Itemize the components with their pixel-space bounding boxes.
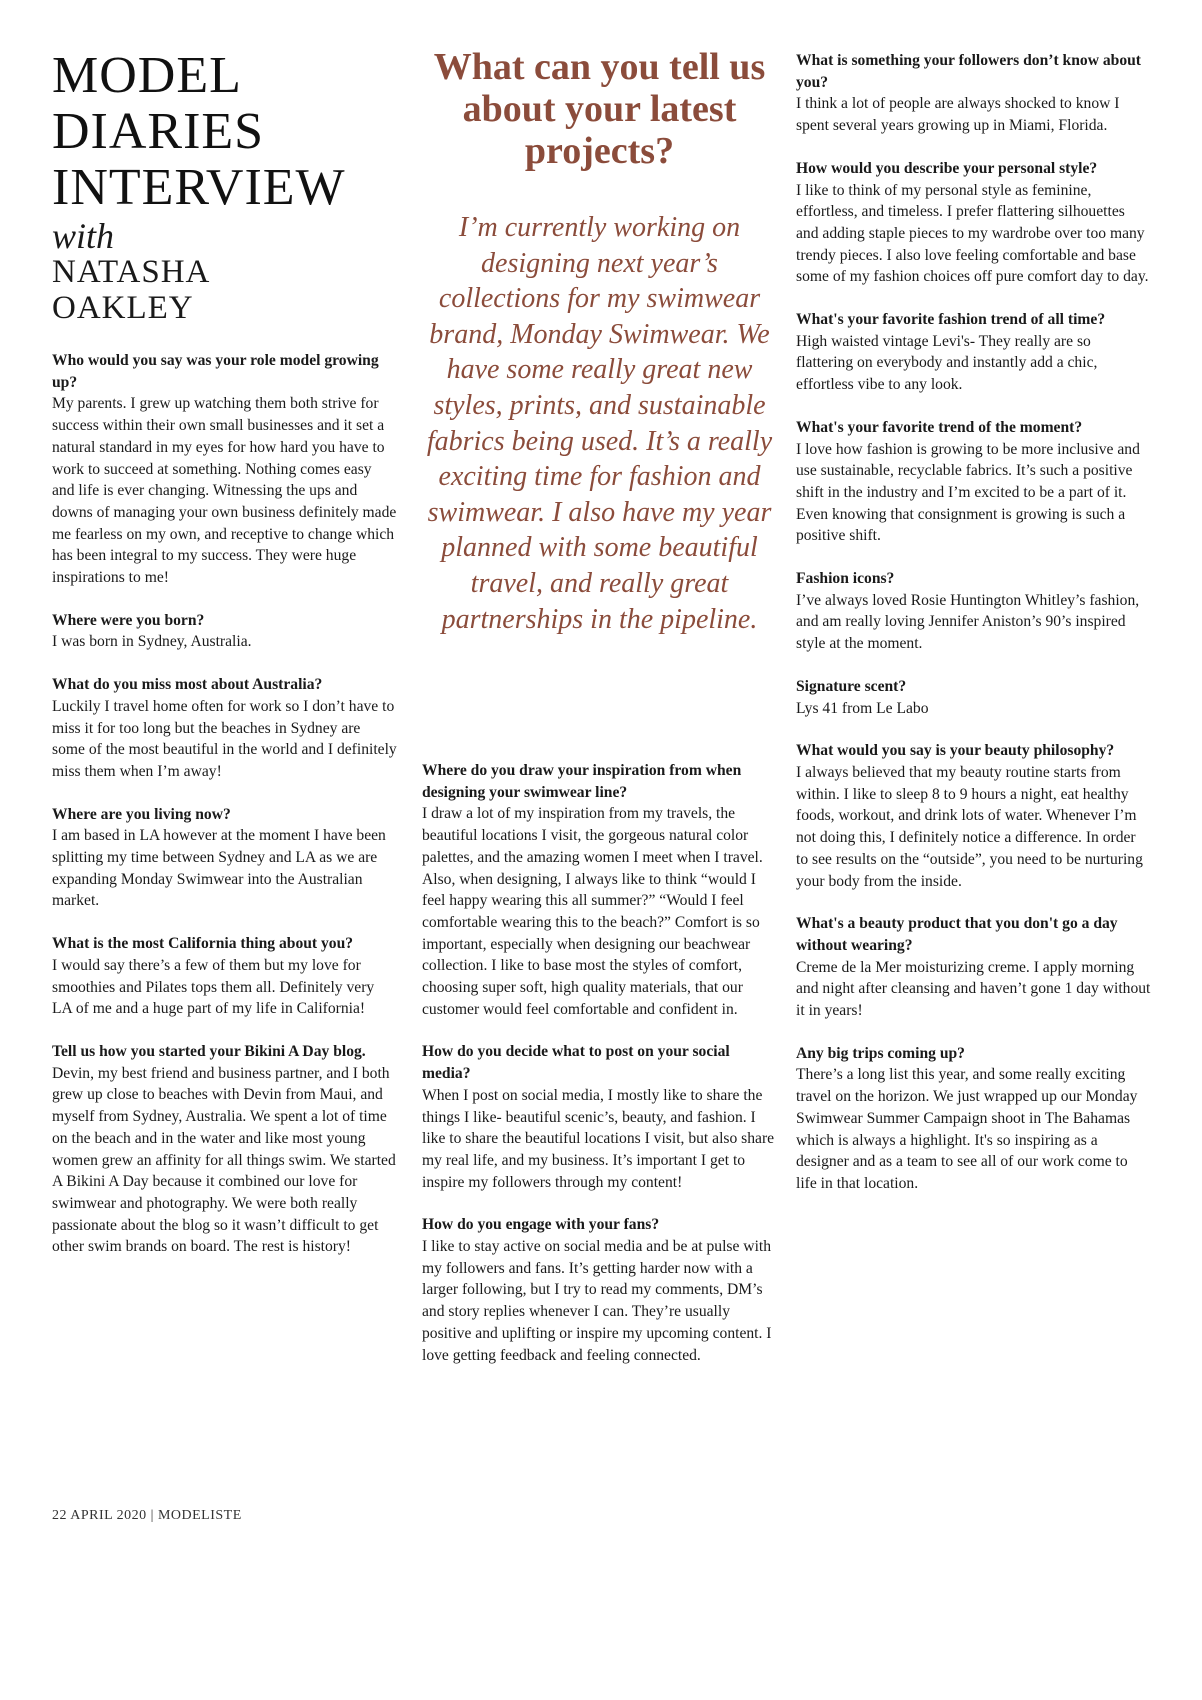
- question: Where are you living now?: [52, 805, 231, 823]
- question: How do you decide what to post on your social media?: [422, 1043, 730, 1083]
- question: What's a beauty product that you don't go a day without wearing?: [796, 915, 1118, 954]
- question: What's your favorite fashion trend of all time?: [796, 311, 1106, 329]
- title-name-last: OAKLEY: [52, 290, 194, 326]
- title-line-interview: INTERVIEW: [52, 159, 346, 216]
- qa-item: [52, 804, 397, 913]
- qa-item: [796, 309, 1151, 396]
- answer: Lys 41 from Le Labo: [796, 699, 929, 717]
- pull-quote: I’m currently working on designing next year’s collections for my swimwear brand, Monday Swimwear. We have some really great new styles, prints, and sustainable fabrics being used. It’s a really exciting time for fashion and swimwear. I also have my year planned with some beautiful travel, and really great partnerships in the pipeline.: [426, 212, 773, 635]
- answer: My parents. I grew up watching them both strive for success within their own small businesses and it set a natural standard in my eyes for how hard you have to work to succeed at something. Nothing comes easy and life is ever changing. Witnessing the ups and downs of managing your own business definitely made me fearless on my own, and receptive to change which has been integral to my success. They were huge inspirations to me!: [52, 395, 397, 587]
- answer: I would say there’s a few of them but my love for smoothies and Pilates tops them all. Definitely very LA of me and a huge part of my life in California!: [52, 956, 375, 1018]
- answer: Luckily I travel home often for work so I don’t have to miss it for too long but the beaches in Sydney are some of the most beautiful in the world and I definitely miss them when I’m away!: [52, 697, 397, 780]
- answer: I love how fashion is growing to be more inclusive and use sustainable, recyclable fabrics. It’s such a positive shift in the industry and I’m excited to be a part of it. Even knowing that consignment is growing is such a positive shift.: [796, 440, 1140, 545]
- qa-item: [52, 610, 397, 653]
- qa-item: [52, 674, 397, 783]
- middle-column: [422, 760, 777, 1387]
- answer: When I post on social media, I mostly like to share the things I like- beautiful scenic’s, beauty, and fashion. I like to share the beautiful locations I visit, but also share my real life, and my business. It’s important I get to inspire my followers through my content!: [422, 1086, 775, 1191]
- qa-item: [796, 913, 1151, 1022]
- answer: I always believed that my beauty routine starts from within. I like to sleep 8 to 9 hours a night, eat healthy foods, workout, and drink lots of water. Whenever I’m not doing this, I definitely notice a difference. In order to see results on the “outside”, you need to be nurturing your body from the inside.: [796, 763, 1143, 890]
- qa-item: [796, 158, 1151, 288]
- answer: I think a lot of people are always shocked to know I spent several years growing up in Miami, Florida.: [796, 95, 1120, 135]
- question: What do you miss most about Australia?: [52, 676, 323, 694]
- question: What is the most California thing about you?: [52, 935, 354, 953]
- title-line-model: MODEL: [52, 47, 242, 104]
- question: What would you say is your beauty philosophy?: [796, 742, 1115, 760]
- answer: High waisted vintage Levi's- They really are so flattering on everybody and instantly add a chic, effortless vibe to any look.: [796, 332, 1098, 394]
- left-column: [52, 350, 397, 1279]
- qa-item: [796, 1043, 1151, 1195]
- qa-item: [796, 568, 1151, 655]
- question: Tell us how you started your Bikini A Day blog.: [52, 1042, 366, 1060]
- question: Fashion icons?: [796, 570, 895, 588]
- title-name-first: NATASHA: [52, 254, 211, 290]
- answer: There’s a long list this year, and some really exciting travel on the horizon. We just wrapped up our Monday Swimwear Summer Campaign shoot in The Bahamas which is always a highlight. It's so inspiring as a designer and as a team to see all of our work come to life in that location.: [796, 1066, 1138, 1192]
- page-footer: 22 APRIL 2020 | MODELISTE: [52, 1508, 242, 1523]
- answer: I’ve always loved Rosie Huntington Whitley’s fashion, and am really loving Jennifer Aniston’s 90’s inspired style at the moment.: [796, 591, 1140, 653]
- title-with: with: [52, 216, 115, 256]
- question: Any big trips coming up?: [796, 1044, 965, 1062]
- question: Where were you born?: [52, 611, 205, 629]
- question: How would you describe your personal style?: [796, 159, 1098, 177]
- qa-item: [796, 676, 1151, 719]
- question: Signature scent?: [796, 677, 907, 695]
- article-title: [52, 48, 397, 326]
- qa-item: [52, 1041, 397, 1258]
- question: What's your favorite trend of the moment?: [796, 418, 1083, 436]
- pull-heading: What can you tell us about your latest projects?: [433, 46, 766, 172]
- question: Where do you draw your inspiration from when designing your swimwear line?: [422, 762, 742, 801]
- question: Who would you say was your role model growing up?: [52, 352, 379, 391]
- qa-item: [796, 417, 1151, 547]
- answer: I like to think of my personal style as feminine, effortless, and timeless. I prefer flattering silhouettes and adding staple pieces to my wardrobe over too many trendy pieces. I also love feeling comfortable and base some of my fashion choices off pure comfort day to day.: [796, 181, 1149, 286]
- answer: Devin, my best friend and business partner, and I both grew up close to beaches with Devin from Maui, and myself from Sydney, Australia. We spent a lot of time on the beach and in the water and like most young women grew an affinity for all things swim. We started A Bikini A Day because it combined our love for swimwear and photography. We were both really passionate about the blog so it wasn’t difficult to get other swim brands on board. The rest is history!: [52, 1064, 396, 1256]
- qa-item: [52, 350, 397, 589]
- answer: I draw a lot of my inspiration from my travels, the beautiful locations I visit, the gorgeous natural color palettes, and the amazing women I meet when I travel. Also, when designing, I always like to think “would I feel happy wearing this all summer?” “Would I feel comfortable wearing this to the beach?” Comfort is so important, especially when designing our beachwear collection. I like to base most the styles of comfort, choosing super soft, high quality materials, that our customer would feel comfortable and confident in.: [422, 805, 763, 1018]
- qa-item: [796, 740, 1151, 892]
- answer: I was born in Sydney, Australia.: [52, 633, 252, 651]
- right-column: [796, 50, 1151, 1216]
- answer: Creme de la Mer moisturizing creme. I apply morning and night after cleansing and haven’t gone 1 day without it in years!: [796, 958, 1151, 1020]
- qa-item: [52, 933, 397, 1020]
- answer: I like to stay active on social media and be at pulse with my followers and fans. It’s getting harder now with a larger following, but I try to read my comments, DM’s and story replies whenever I can. They’re usually positive and uplifting or inspire my upcoming content. I love getting feedback and feeling connected.: [422, 1238, 772, 1364]
- question: How do you engage with your fans?: [422, 1216, 660, 1234]
- title-line-diaries: DIARIES: [52, 103, 265, 160]
- qa-item: [422, 1041, 777, 1193]
- question: What is something your followers don’t know about you?: [796, 52, 1141, 91]
- qa-item: [796, 50, 1151, 137]
- qa-item: [422, 760, 777, 1020]
- answer: I am based in LA however at the moment I have been splitting my time between Sydney and LA as we are expanding Monday Swimwear into the Australian market.: [52, 827, 386, 910]
- qa-item: [422, 1214, 777, 1366]
